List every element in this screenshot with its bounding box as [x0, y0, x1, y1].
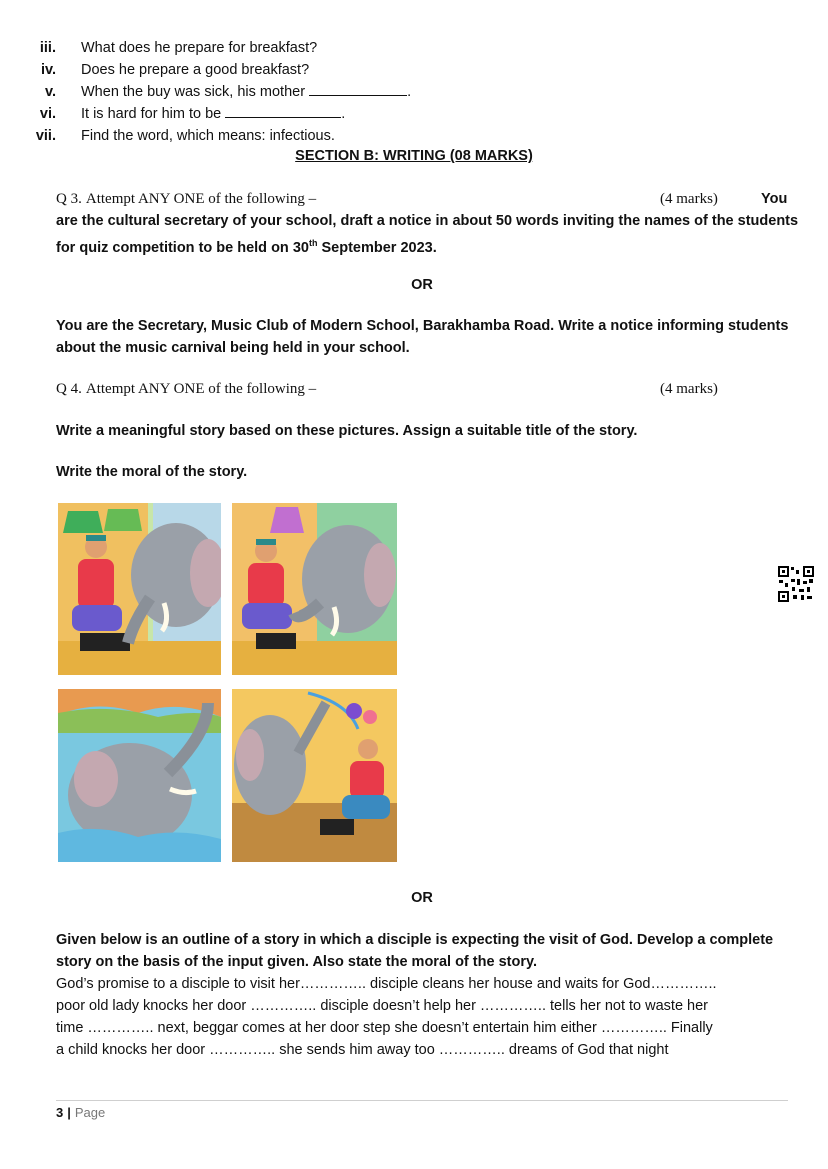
question-number: v. [44, 84, 56, 100]
question-text: Find the word, which means: infectious. [81, 128, 335, 144]
question-text: What does he prepare for breakfast? [81, 40, 318, 56]
outline-line: poor old lady knocks her door ………….. disciple doesn’t help her ………….. tells her not to waste her [56, 998, 708, 1014]
q4-label: Q 4. Attempt ANY ONE of the following – [56, 381, 317, 397]
q3-body-line: are the cultural secretary of your school, draft a notice in about 50 words inviting the names of the students [56, 213, 799, 229]
question-number: iv. [40, 62, 56, 78]
outline-line: a child knocks her door ………….. she sends him away too ………….. dreams of God that night [56, 1042, 669, 1058]
question-text-with-blank: It is hard for him to be . [81, 103, 345, 125]
q3-first-word: You [761, 191, 788, 207]
outline-line: God’s promise to a disciple to visit her………….. disciple cleans her house and waits for God………….. [56, 976, 717, 992]
q3-alt-line: about the music carnival being held in your school. [56, 340, 410, 356]
outline-line: Given below is an outline of a story in which a disciple is expecting the visit of God. Develop a complete [56, 932, 774, 948]
q3-alt-line: You are the Secretary, Music Club of Modern School, Barakhamba Road. Write a notice informing students [56, 318, 789, 334]
answer-blank [225, 103, 341, 118]
question-text: Does he prepare a good breakfast? [81, 62, 310, 78]
q3-body-line: for quiz competition to be held on 30th September 2023. [56, 238, 437, 256]
q4-instruction: Write a meaningful story based on these pictures. Assign a suitable title of the story. [56, 423, 638, 439]
panel-4 [232, 689, 397, 862]
or-divider: OR [411, 277, 433, 293]
outline-line: time ………….. next, beggar comes at her door step she doesn’t entertain him either ………….. Finally [56, 1020, 713, 1036]
panel-3 [58, 689, 221, 862]
q4-instruction: Write the moral of the story. [56, 464, 248, 480]
question-number: vii. [35, 128, 56, 144]
outline-line: story on the basis of the input given. Also state the moral of the story. [56, 954, 537, 970]
story-picture-grid [58, 503, 397, 862]
q4-marks: (4 marks) [660, 381, 718, 397]
footer-separator: | [67, 1105, 71, 1120]
page-footer [56, 1100, 788, 1120]
page-number: 3 [56, 1105, 64, 1120]
q3-label: Q 3. Attempt ANY ONE of the following – [56, 191, 317, 207]
or-divider: OR [411, 890, 433, 906]
q3-marks: (4 marks) [660, 191, 718, 207]
qr-code-icon [777, 565, 815, 603]
answer-blank [309, 81, 407, 96]
section-title: SECTION B: WRITING (08 MARKS) [295, 148, 533, 164]
question-number: iii. [39, 40, 56, 56]
question-text: It is hard for him to be [81, 106, 222, 122]
question-number: vi. [39, 106, 56, 122]
question-text-with-blank: When the buy was sick, his mother . [81, 81, 411, 103]
page-label: Page [74, 1105, 106, 1120]
panel-2 [232, 503, 397, 675]
panel-1 [58, 503, 226, 675]
question-text: When the buy was sick, his mother [81, 84, 306, 100]
elephant-tailor-story-illustration [58, 503, 397, 862]
